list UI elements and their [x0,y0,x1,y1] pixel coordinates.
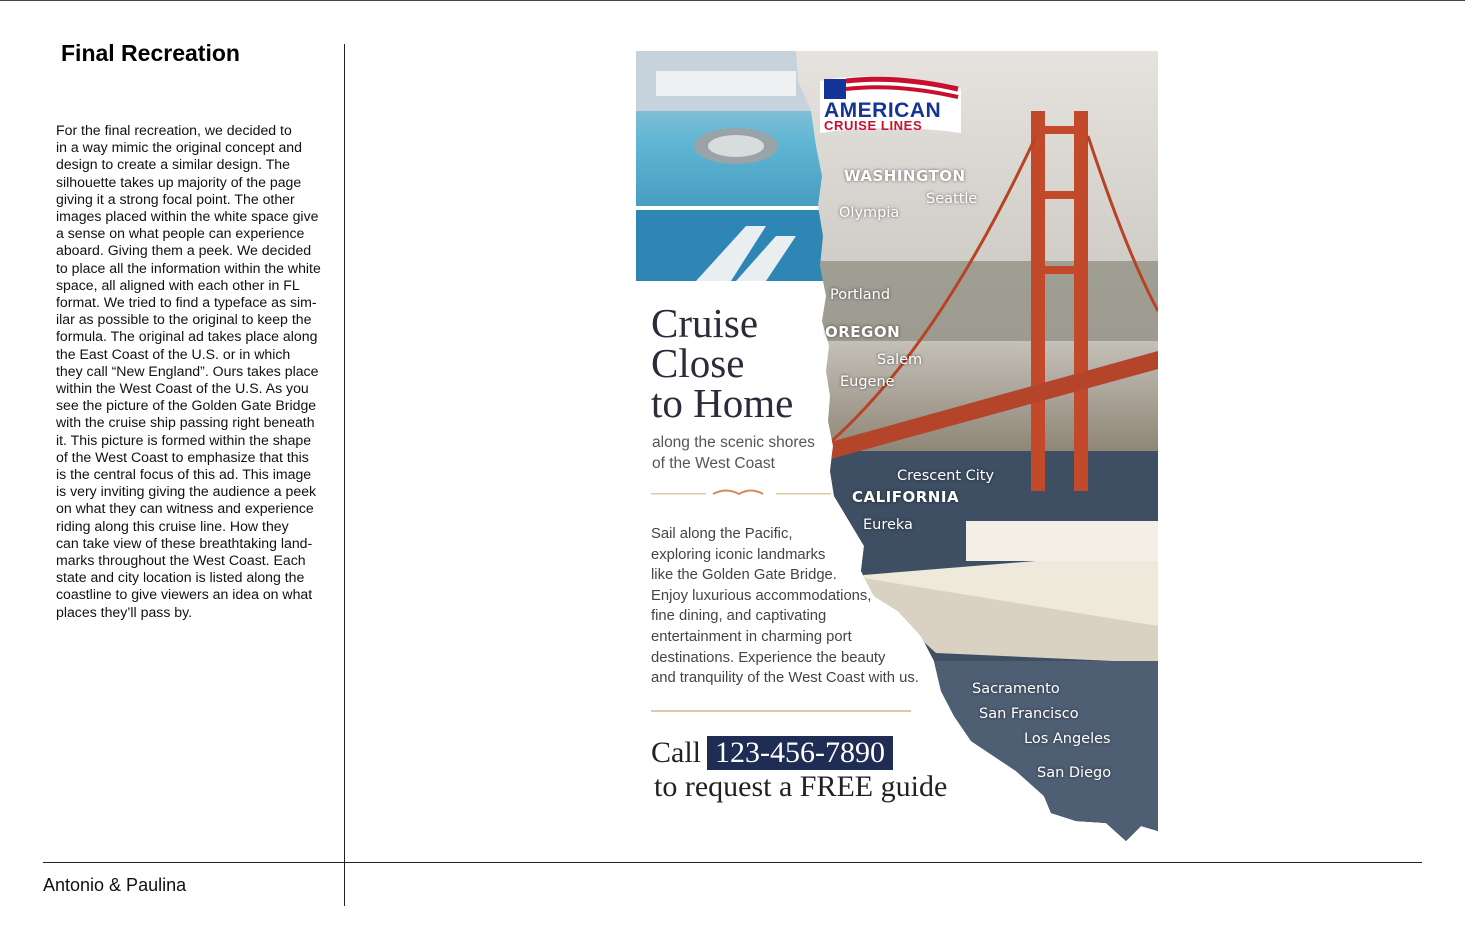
map-label-sacramento: Sacramento [972,681,1060,697]
description-line: they call “New England”. Ours takes place [56,362,319,379]
map-label-los-angeles: Los Angeles [1024,731,1111,747]
description-line: silhouette takes up majority of the page [56,173,302,190]
ad-headline [651,300,794,426]
logo-text-american: AMERICAN [824,99,942,122]
description-line: riding along this cruise line. How they [56,517,289,534]
description-line: giving it a strong focal point. The other [56,190,295,207]
description-line: is very inviting giving the audience a peek [56,483,317,500]
ad-paragraph-line: like the Golden Gate Bridge. [651,567,837,584]
ad-paragraph-line: Enjoy luxurious accommodations, [651,587,872,604]
bridge-tower-right [1074,111,1088,491]
ad-paragraph [651,524,919,689]
gold-divider [651,710,911,712]
authors: Antonio & Paulina [43,875,187,895]
ad-subhead [652,432,815,474]
logo-text-cruise-lines: CRUISE LINES [824,118,923,133]
ad-paragraph-line: Sail along the Pacific, [651,526,793,542]
headline-line: Cruise [651,300,759,346]
description-line: ilar as possible to the original to keep the [56,311,312,328]
request-guide-text: to request a FREE guide [654,770,948,803]
description-line: space, all aligned with each other in FL [56,276,300,293]
top-rule [0,0,1465,1]
description-line: coastline to give viewers an idea on what [56,586,313,603]
map-label-oregon: OREGON [825,323,901,341]
description-line: of the West Coast to emphasize that this [56,448,309,465]
ad-paragraph-line: exploring iconic landmarks [651,546,826,563]
map-label-california: CALIFORNIA [852,488,960,506]
headline-line: to Home [651,380,794,426]
column-divider [344,44,345,906]
page-title: Final Recreation [61,40,240,66]
ad-paragraph-line: destinations. Experience the beauty [651,649,886,666]
description-line: marks throughout the West Coast. Each [56,552,306,569]
map-label-salem: Salem [877,352,923,368]
map-label-san-diego: San Diego [1037,765,1112,781]
call-word: Call [651,736,701,769]
description-line: with the cruise ship passing right beneath [56,414,315,431]
description-line: design to create a similar design. The [56,156,290,173]
description-line: For the final recreation, we decided to [56,122,292,138]
map-label-washington: WASHINGTON [844,167,966,185]
description-line: it. This picture is formed within the shape [56,431,312,448]
headline-line: Close [651,340,745,386]
description-line: to place all the information within the white [56,259,321,276]
ad-paragraph-line: fine dining, and captivating [651,608,827,625]
cruise-ad [636,51,1158,851]
description-line: a sense on what people can experience [56,225,305,242]
description-line: within the West Coast of the U.S. As you [56,380,309,397]
description-line: on what they can witness and experience [56,500,314,517]
map-label-seattle: Seattle [926,191,978,207]
description-line: formula. The original ad takes place along [56,328,318,345]
map-label-olympia: Olympia [839,205,900,221]
map-label-eureka: Eureka [863,517,913,533]
description-line: aboard. Giving them a peek. We decided [56,242,312,259]
ad-paragraph-line: and tranquility of the West Coast with us. [651,670,919,687]
subhead-line: along the scenic shores [652,434,815,451]
description-line: can take view of these breathtaking land- [56,534,313,551]
description-line: images placed within the white space give [56,208,319,225]
call-line [651,736,893,770]
description-line: the East Coast of the U.S. or in which [56,345,291,362]
phone-number: 123-456-7890 [707,736,893,770]
description-line: format. We tried to find a typeface as sim- [56,294,317,311]
description-text [56,122,328,621]
description-line: in a way mimic the original concept and [56,139,302,156]
description-line: is the central focus of this ad. This image [56,466,312,483]
map-label-portland: Portland [830,287,891,303]
ad-paragraph-line: entertainment in charming port [651,628,852,645]
subhead-line: of the West Coast [652,455,775,472]
map-label-san-francisco: San Francisco [979,706,1079,722]
footer-divider [43,862,1422,863]
description-line: state and city location is listed along the [56,569,305,586]
map-label-crescent-city: Crescent City [897,468,995,484]
description-line: see the picture of the Golden Gate Bridge [56,397,317,414]
bridge-tower-left [1031,111,1045,491]
description-line: places they’ll pass by. [56,603,193,620]
map-label-eugene: Eugene [840,374,895,390]
